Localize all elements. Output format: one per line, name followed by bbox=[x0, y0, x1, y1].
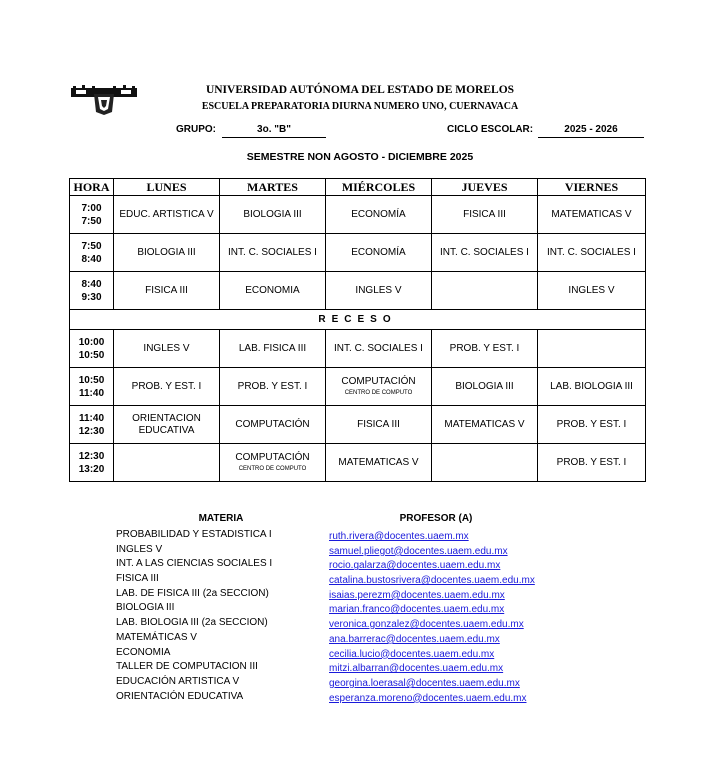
class-cell-jueves bbox=[432, 406, 538, 444]
time-slot bbox=[70, 406, 114, 444]
class-name: COMPUTACIÓN bbox=[235, 452, 310, 463]
teacher-email-link[interactable]: samuel.pliegot@docentes.uaem.edu.mx bbox=[329, 545, 508, 557]
schedule-row bbox=[70, 234, 646, 272]
schedule-row bbox=[70, 444, 646, 482]
teacher-email-link[interactable]: georgina.loerasal@docentes.uaem.edu.mx bbox=[329, 677, 520, 689]
class-cell-lunes bbox=[114, 272, 220, 310]
email-item bbox=[329, 675, 589, 690]
semester-title: SEMESTRE NON AGOSTO - DICIEMBRE 2025 bbox=[246, 151, 474, 163]
uaem-logo-icon bbox=[70, 84, 138, 116]
subject-list bbox=[116, 528, 326, 704]
class-cell-jueves bbox=[432, 196, 538, 234]
class-cell-viernes bbox=[538, 234, 646, 272]
class-name: INT. C. SOCIALES I bbox=[228, 246, 317, 258]
class-cell-viernes bbox=[538, 444, 646, 482]
subject-item: ECONOMIA bbox=[116, 646, 171, 658]
schedule-row bbox=[70, 368, 646, 406]
class-cell-lunes bbox=[114, 406, 220, 444]
class-cell-lunes bbox=[114, 444, 220, 482]
class-name: LAB. BIOLOGIA III bbox=[550, 380, 633, 392]
email-item bbox=[329, 572, 589, 587]
column-header-miercoles: MIÉRCOLES bbox=[326, 179, 432, 196]
class-cell-martes bbox=[220, 196, 326, 234]
class-name: ECONOMIA bbox=[245, 284, 300, 296]
class-name: FISICA III bbox=[145, 284, 188, 296]
class-name: INGLES V bbox=[143, 342, 190, 354]
class-name: MATEMATICAS V bbox=[444, 418, 525, 430]
email-item bbox=[329, 601, 589, 616]
time-slot bbox=[70, 234, 114, 272]
class-name: INT. C. SOCIALES I bbox=[440, 246, 529, 258]
time-slot bbox=[70, 330, 114, 368]
column-header-hora: HORA bbox=[70, 179, 114, 196]
class-name: MATEMATICAS V bbox=[338, 456, 419, 468]
schedule-row bbox=[70, 272, 646, 310]
email-item bbox=[329, 528, 589, 543]
class-cell-viernes bbox=[538, 406, 646, 444]
column-header-martes: MARTES bbox=[220, 179, 326, 196]
class-cell-miercoles bbox=[326, 234, 432, 272]
time-slot bbox=[70, 196, 114, 234]
class-cell-lunes bbox=[114, 368, 220, 406]
ciclo-escolar-value: 2025 - 2026 bbox=[538, 124, 644, 138]
class-cell-martes bbox=[220, 406, 326, 444]
time-end: 9:30 bbox=[81, 291, 102, 303]
class-cell-viernes bbox=[538, 272, 646, 310]
class-cell-jueves bbox=[432, 272, 538, 310]
class-name: BIOLOGIA III bbox=[137, 246, 196, 258]
column-header-jueves: JUEVES bbox=[432, 179, 538, 196]
class-cell-viernes bbox=[538, 368, 646, 406]
class-name: PROB. Y EST. I bbox=[237, 380, 308, 392]
class-name: FISICA III bbox=[357, 418, 400, 430]
university-title: UNIVERSIDAD AUTÓNOMA DEL ESTADO DE MORELOS bbox=[205, 84, 515, 96]
teacher-email-link[interactable]: catalina.bustosrivera@docentes.uaem.edu.mx bbox=[329, 575, 535, 587]
subject-item: LAB. DE FISICA III (2a SECCION) bbox=[116, 587, 269, 599]
class-name: BIOLOGIA III bbox=[243, 208, 302, 220]
class-cell-martes bbox=[220, 272, 326, 310]
profesor-header: PROFESOR (A) bbox=[399, 513, 473, 524]
class-cell-martes bbox=[220, 368, 326, 406]
time-start: 8:40 bbox=[81, 278, 102, 290]
teacher-email-link[interactable]: veronica.gonzalez@docentes.uaem.edu.mx bbox=[329, 619, 524, 631]
time-start: 12:30 bbox=[78, 450, 105, 462]
time-slot bbox=[70, 272, 114, 310]
time-end: 13:20 bbox=[78, 463, 105, 475]
teacher-email-link[interactable]: rocio.galarza@docentes.uaem.edu.mx bbox=[329, 560, 501, 572]
teacher-email-list bbox=[329, 528, 589, 704]
time-start: 7:50 bbox=[81, 240, 102, 252]
subject-item: EDUCACIÓN ARTISTICA V bbox=[116, 675, 240, 687]
time-end: 10:50 bbox=[78, 349, 105, 361]
class-name: FISICA III bbox=[463, 208, 506, 220]
class-name: ORIENTACION EDUCATIVA bbox=[132, 412, 201, 436]
email-item bbox=[329, 690, 589, 705]
class-cell-miercoles bbox=[326, 196, 432, 234]
email-item bbox=[329, 660, 589, 675]
teacher-email-link[interactable]: mitzi.albarran@docentes.uaem.edu.mx bbox=[329, 663, 504, 675]
subject-item: INGLES V bbox=[116, 543, 163, 555]
class-cell-viernes bbox=[538, 196, 646, 234]
class-name: ECONOMÍA bbox=[351, 246, 406, 258]
class-name: PROB. Y EST. I bbox=[556, 418, 627, 430]
class-name: INT. C. SOCIALES I bbox=[334, 342, 423, 354]
time-start: 11:40 bbox=[78, 412, 105, 424]
class-cell-lunes bbox=[114, 234, 220, 272]
class-name: LAB. FISICA III bbox=[238, 342, 307, 354]
time-slot bbox=[70, 444, 114, 482]
time-end: 11:40 bbox=[78, 387, 105, 399]
time-start: 10:50 bbox=[78, 374, 105, 386]
class-name: MATEMATICAS V bbox=[551, 208, 632, 220]
class-cell-jueves bbox=[432, 330, 538, 368]
class-cell-lunes bbox=[114, 330, 220, 368]
class-name: EDUC. ARTISTICA V bbox=[119, 208, 214, 220]
schedule-header-row bbox=[70, 179, 646, 196]
email-item bbox=[329, 557, 589, 572]
teacher-email-link[interactable]: isaias.perezm@docentes.uaem.edu.mx bbox=[329, 589, 505, 601]
time-start: 7:00 bbox=[81, 202, 102, 214]
schedule-row bbox=[70, 406, 646, 444]
class-cell-miercoles bbox=[326, 406, 432, 444]
class-name: PROB. Y EST. I bbox=[131, 380, 202, 392]
class-cell-miercoles bbox=[326, 368, 432, 406]
class-location: CENTRO DE COMPUTO bbox=[344, 390, 413, 396]
class-name: INGLES V bbox=[355, 284, 402, 296]
subject-item: BIOLOGIA III bbox=[116, 602, 175, 614]
class-name: PROB. Y EST. I bbox=[449, 342, 520, 354]
time-end: 8:40 bbox=[81, 253, 102, 265]
class-name: COMPUTACIÓN bbox=[341, 376, 416, 387]
class-cell-viernes bbox=[538, 330, 646, 368]
subject-item: FISICA III bbox=[116, 573, 159, 585]
subject-item: LAB. BIOLOGIA III (2a SECCION) bbox=[116, 617, 268, 629]
email-item bbox=[329, 616, 589, 631]
class-cell-martes bbox=[220, 444, 326, 482]
class-cell-jueves bbox=[432, 444, 538, 482]
teacher-email-link[interactable]: marian.franco@docentes.uaem.edu.mx bbox=[329, 604, 505, 616]
subject-item: TALLER DE COMPUTACION III bbox=[116, 661, 258, 673]
ciclo-escolar-label: CICLO ESCOLAR: bbox=[447, 124, 534, 135]
class-cell-miercoles bbox=[326, 272, 432, 310]
class-cell-miercoles bbox=[326, 330, 432, 368]
time-slot bbox=[70, 368, 114, 406]
grupo-label: GRUPO: bbox=[176, 124, 216, 135]
email-item bbox=[329, 543, 589, 558]
subject-item: PROBABILIDAD Y ESTADISTICA I bbox=[116, 529, 272, 540]
receso-label: RECESO bbox=[70, 310, 646, 330]
schedule-body bbox=[70, 196, 646, 482]
class-name: ECONOMÍA bbox=[351, 208, 406, 220]
class-cell-miercoles bbox=[326, 444, 432, 482]
class-cell-martes bbox=[220, 234, 326, 272]
schedule-table bbox=[69, 178, 646, 482]
class-cell-martes bbox=[220, 330, 326, 368]
teacher-email-link[interactable]: esperanza.moreno@docentes.uaem.edu.mx bbox=[329, 692, 527, 704]
teacher-email-link[interactable]: ruth.rivera@docentes.uaem.mx bbox=[329, 531, 469, 542]
class-cell-jueves bbox=[432, 234, 538, 272]
class-name: PROB. Y EST. I bbox=[556, 456, 627, 468]
subject-item: INT. A LAS CIENCIAS SOCIALES I bbox=[116, 558, 273, 570]
column-header-viernes: VIERNES bbox=[538, 179, 646, 196]
class-name: INGLES V bbox=[568, 284, 615, 296]
teacher-email-link[interactable]: cecilia.lucio@docentes.uaem.edu.mx bbox=[329, 648, 495, 660]
time-end: 12:30 bbox=[78, 425, 105, 437]
column-header-lunes: LUNES bbox=[114, 179, 220, 196]
class-name: BIOLOGIA III bbox=[455, 380, 514, 392]
email-item bbox=[329, 646, 589, 661]
class-location: CENTRO DE COMPUTO bbox=[238, 466, 307, 472]
class-name: COMPUTACIÓN bbox=[235, 418, 310, 430]
time-end: 7:50 bbox=[81, 215, 102, 227]
class-cell-lunes bbox=[114, 196, 220, 234]
grupo-value: 3o. "B" bbox=[222, 124, 326, 138]
subject-item: MATEMÁTICAS V bbox=[116, 631, 197, 643]
email-item bbox=[329, 631, 589, 646]
schedule-row bbox=[70, 330, 646, 368]
teacher-email-link[interactable]: ana.barrerac@docentes.uaem.edu.mx bbox=[329, 633, 500, 645]
school-title: ESCUELA PREPARATORIA DIURNA NUMERO UNO, CUERNAVACA bbox=[201, 101, 519, 112]
email-item bbox=[329, 587, 589, 602]
class-name: INT. C. SOCIALES I bbox=[547, 246, 636, 258]
receso-row bbox=[70, 310, 646, 330]
time-start: 10:00 bbox=[78, 336, 105, 348]
class-cell-jueves bbox=[432, 368, 538, 406]
subject-item: ORIENTACIÓN EDUCATIVA bbox=[116, 690, 244, 702]
materia-header: MATERIA bbox=[198, 513, 244, 524]
schedule-row bbox=[70, 196, 646, 234]
